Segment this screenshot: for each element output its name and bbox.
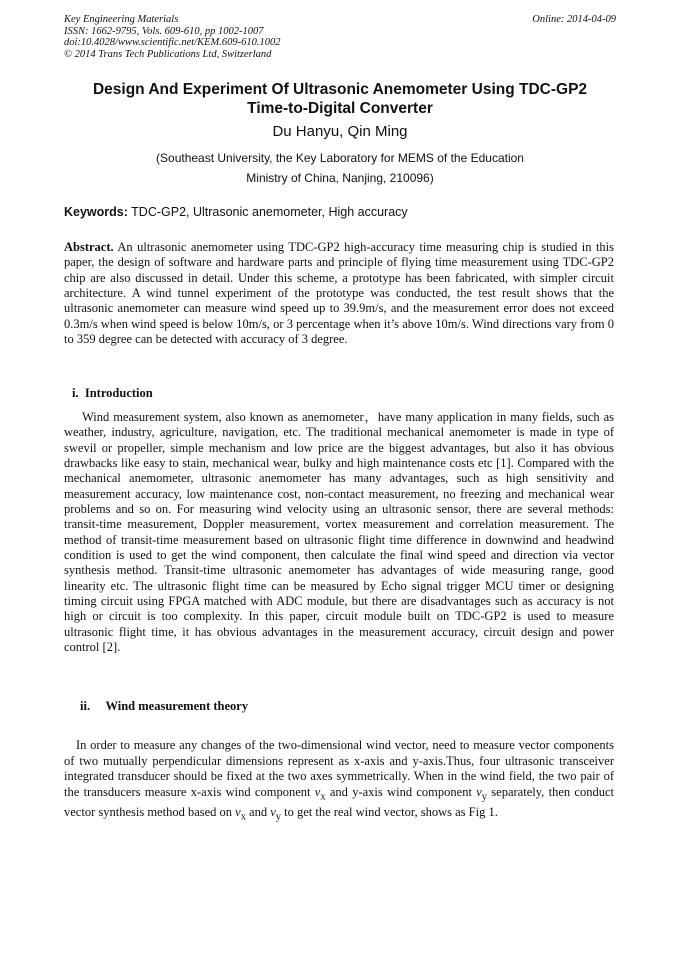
journal-name: Key Engineering Materials (64, 14, 179, 25)
authors: Du Hanyu, Qin Ming (272, 123, 408, 140)
online-date: Online: 2014-04-09 (532, 14, 616, 25)
section2-title: Wind measurement theory (105, 699, 249, 713)
abstract-label: Abstract. (64, 240, 114, 254)
abstract-text: An ultrasonic anemometer using TDC-GP2 high-accuracy time measuring chip is studied in this paper, the design of software and hardware parts and principle of flying time measurement using TDC-GP2 chip are also discussed in detail. Under this scheme, a prototype has been fabricated, with simpler circuit architecture. A wind tunnel experiment of the prototype was conducted, the test result shows that the ultrasonic anemometer can measure wind speed up to 39.9m/s, and the measurement error does not exceed 0.3m/s when wind speed is below 10m/s, or 3 percentage when it’s above 10m/s. Wind directions vary from 0 to 359 degree can be detected with accuracy of 3 degree. (64, 240, 615, 347)
copyright-line: © 2014 Trans Tech Publications Ltd, Switzerland (64, 48, 272, 60)
section-heading-wind-theory (80, 699, 248, 714)
section2-number: ii. (80, 699, 91, 713)
keywords-text: TDC-GP2, Ultrasonic anemometer, High accuracy (131, 205, 408, 219)
keywords (64, 205, 408, 219)
title-line-2: Time-to-Digital Converter (247, 100, 433, 117)
paper-title (64, 80, 616, 118)
title-line-1: Design And Experiment Of Ultrasonic Anemometer Using TDC-GP2 (92, 81, 588, 98)
affiliation (64, 148, 616, 188)
abstract (64, 240, 614, 347)
section1-number: i. (72, 386, 79, 400)
section-heading-introduction (72, 386, 153, 401)
affiliation-line-2: Ministry of China, Nanjing, 210096) (246, 171, 434, 185)
issn-line: ISSN: 1662-9795, Vols. 609-610, pp 1002-1007 (64, 25, 264, 37)
journal-header (64, 14, 281, 60)
introduction-paragraph: Wind measurement system, also known as anemometer，have many application in many fields, such as weather, industry, agriculture, navigation, etc. The traditional mechanical anemometer is made in type of swevil or propeller, simple mechanism and low price are the biggest advantages, but also it has obvious drawbacks like easy to stain, mechanical wear, bulky and high maintenance costs etc [1]. Compared with the mechanical anemometer, ultrasonic anemometer has many advantages, such as high sensitivity and measurement accuracy, low maintenance cost, non-contact measurement, no freezing and mechanical wear problems and so on. For measuring wind velocity using an ultrasonic sensor, there are several methods: transit-time measurement, Doppler measurement, vortex measurement and correlation measurement. The method of transit-time measurement based on ultrasonic flight time difference in downwind and headwind condition is used to get the wind component, then calculate the final wind speed and direction via vector synthesis method. Transit-time ultrasonic anemometer has advantages of wide measuring range, good linearity etc. The ultrasonic flight time can be measured by Echo signal trigger MCU timer or designing timing circuit using FPGA matched with ADC module, but there are disadvantages such as accuracy is not high or circuit is too complexity. In this paper, circuit module built on TDC-GP2 is used to measure ultrasonic flight time, it has obvious advantages in the measurement accuracy, circuit design and power control [2]. (64, 410, 614, 655)
keywords-label: Keywords: (64, 205, 128, 219)
section1-title: Introduction (84, 386, 153, 400)
wind-theory-paragraph: In order to measure any changes of the two-dimensional wind vector, need to measure vector components of two mutually perpendicular dimensions represent as x-axis and y-axis.Thus, four ultrasonic transceiver integrated transducer should be fixed at the two axes symmetrically. When in the wind field, the two pair of the transducers measure x-axis wind component $v_x$ and y-axis wind component $v_y$ separately, then conduct vector synthesis method based on $v_x$ and $v_y$ to get the real wind vector, shows as Fig 1. (64, 738, 614, 823)
doi-line: doi:10.4028/www.scientific.net/KEM.609-610.1002 (64, 37, 281, 49)
affiliation-line-1: (Southeast University, the Key Laboratory for MEMS of the Education (156, 151, 524, 165)
